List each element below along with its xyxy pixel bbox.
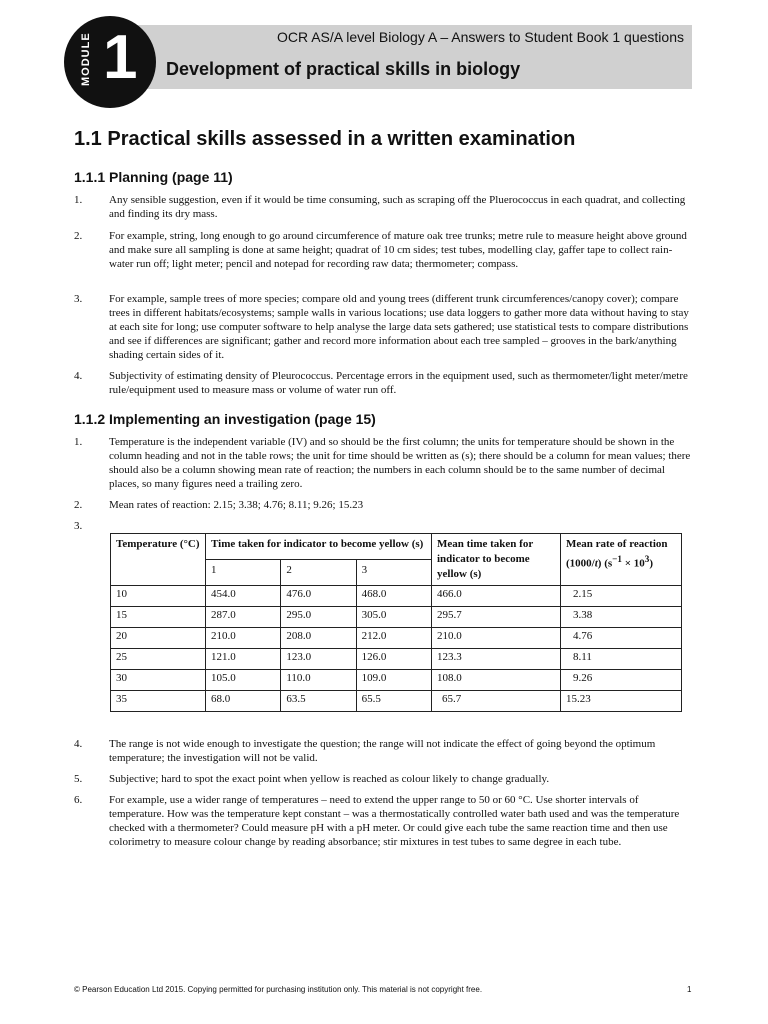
cell: 110.0 xyxy=(281,670,356,691)
cell: 30 xyxy=(111,670,206,691)
header-trial-1: 1 xyxy=(206,560,281,586)
cell: 63.5 xyxy=(281,691,356,712)
cell: 476.0 xyxy=(281,586,356,607)
table-row xyxy=(111,691,682,712)
cell: 123.3 xyxy=(432,649,561,670)
cell: 108.0 xyxy=(432,670,561,691)
data-table xyxy=(110,533,682,712)
cell: 8.11 xyxy=(561,649,682,670)
cell: 65.7 xyxy=(432,691,561,712)
cell: 4.76 xyxy=(561,628,682,649)
list-item xyxy=(74,369,694,397)
copyright-notice: © Pearson Education Ltd 2015. Copying permitted for purchasing institution only. This material is not copyright free. xyxy=(74,985,483,994)
cell: 305.0 xyxy=(356,607,431,628)
item-text: Any sensible suggestion, even if it would be time consuming, such as scraping off the Pluerococcus in each quadrat, and collecting and finding its dry mass. xyxy=(109,194,686,220)
list-item xyxy=(74,193,694,221)
header-mean-time: Mean time taken for indicator to become yellow (s) xyxy=(432,534,561,586)
cell: 287.0 xyxy=(206,607,281,628)
item-text: For example, use a wider range of temperatures – need to extend the upper range to 50 or 60 °C. Use shorter intervals of temperature. How was the temperature kept constant – was a thermostatically controlled water bath used and was the temperature checked with a thermometer? Could measure pH with a pH meter. Or could give each tube the same reaction time and then use colorimetry to measure colour change by reading absorbance; stir mixtures in test tubes to same degree in each tube. xyxy=(109,794,680,848)
header-trial-3: 3 xyxy=(356,560,431,586)
cell: 454.0 xyxy=(206,586,281,607)
list-item xyxy=(74,435,694,491)
cell: 468.0 xyxy=(356,586,431,607)
item-number: 2. xyxy=(74,499,83,511)
cell: 212.0 xyxy=(356,628,431,649)
item-text: The range is not wide enough to investigate the question; the range will not indicate the effect of going beyond the optimum temperature; the investigation will not be valid. xyxy=(109,738,656,764)
cell: 105.0 xyxy=(206,670,281,691)
table-row xyxy=(111,586,682,607)
item-number: 3. xyxy=(74,293,83,305)
cell: 2.15 xyxy=(561,586,682,607)
item-number: 5. xyxy=(74,773,83,785)
table-row xyxy=(111,607,682,628)
header-mean-rate: Mean rate of reaction (1000/t) $(s^{-1} \times 10^3)$ xyxy=(561,534,682,586)
cell: 126.0 xyxy=(356,649,431,670)
cell: 466.0 xyxy=(432,586,561,607)
item-text: Subjectivity of estimating density of Pleurococcus. Percentage errors in the equipment used, such as thermometer/light meter/metre rule/equipment used to measure mass or volume of water run off. xyxy=(109,370,688,396)
list-item xyxy=(74,793,694,849)
header-time-taken: Time taken for indicator to become yellow (s) xyxy=(206,534,432,560)
cell: 10 xyxy=(111,586,206,607)
planning-heading: 1.1.1 Planning (page 11) xyxy=(74,169,233,185)
list-item xyxy=(74,772,694,786)
cell: 210.0 xyxy=(432,628,561,649)
cell: 121.0 xyxy=(206,649,281,670)
cell: 20 xyxy=(111,628,206,649)
table-row xyxy=(111,670,682,691)
item-text: For example, sample trees of more species; compare old and young trees (different trunk circumferences/canopy cover); compare trees in different habitats/ecosystems; sample walls in various locations; use data loggers to gather more data without having to stay at each site for long; use computer software to help analyse the large data sets gathered; use statistical tests to compare distributions and see if differences are significant; gather and record more information about each tree sampled – grooves in the bark/anything shading certain sides of it. xyxy=(109,293,689,361)
header-temperature: Temperature (°C) xyxy=(111,534,206,586)
page-number: 1 xyxy=(687,985,692,994)
implementing-heading: 1.1.2 Implementing an investigation (page 15) xyxy=(74,411,376,427)
cell: 123.0 xyxy=(281,649,356,670)
header-trial-2: 2 xyxy=(281,560,356,586)
module-label: MODULE xyxy=(80,32,92,86)
cell: 65.5 xyxy=(356,691,431,712)
cell: 295.7 xyxy=(432,607,561,628)
cell: 15 xyxy=(111,607,206,628)
list-item xyxy=(74,737,694,765)
item-text: For example, string, long enough to go around circumference of mature oak tree trunks; metre rule to measure height above ground and make sure all sampling is done at same height; quadrat of 10 cm sides; test tubes, modelling clay, gaffer tape to collect rain-water run off; light meter; pencil and notepad for recording raw data; thermometer; compass. xyxy=(109,230,687,270)
module-number: 1 xyxy=(103,23,138,92)
header-banner xyxy=(112,25,692,89)
cell: 3.38 xyxy=(561,607,682,628)
item-number: 1. xyxy=(74,436,83,448)
cell: 15.23 xyxy=(561,691,682,712)
list-item xyxy=(74,498,694,512)
item-number: 1. xyxy=(74,194,83,206)
item-number: 2. xyxy=(74,230,83,242)
item-text: Subjective; hard to spot the exact point when yellow is reached as colour likely to change gradually. xyxy=(109,773,550,785)
item-number: 6. xyxy=(74,794,83,806)
cell: 109.0 xyxy=(356,670,431,691)
cell: 35 xyxy=(111,691,206,712)
cell: 208.0 xyxy=(281,628,356,649)
item-number: 4. xyxy=(74,370,83,382)
item-text: Mean rates of reaction: 2.15; 3.38; 4.76; 8.11; 9.26; 15.23 xyxy=(109,499,364,511)
cell: 9.26 xyxy=(561,670,682,691)
cell: 25 xyxy=(111,649,206,670)
cell: 210.0 xyxy=(206,628,281,649)
list-item xyxy=(74,292,694,362)
table-row xyxy=(111,628,682,649)
module-title: Development of practical skills in biology xyxy=(166,59,521,79)
section-title: 1.1 Practical skills assessed in a written examination xyxy=(74,128,576,150)
list-item xyxy=(74,229,694,271)
item-number: 3. xyxy=(74,520,83,532)
item-number: 4. xyxy=(74,738,83,750)
cell: 68.0 xyxy=(206,691,281,712)
cell: 295.0 xyxy=(281,607,356,628)
course-title: OCR AS/A level Biology A – Answers to Student Book 1 questions xyxy=(276,29,684,45)
table-row xyxy=(111,649,682,670)
item-text: Temperature is the independent variable (IV) and so should be the first column; the units for temperature should be shown in the column heading and not in the table rows; the unit for time should be written as (s); there should be a column for mean values; there should also be a column showing mean rate of reaction; the numbers in each column should be to the same number of decimal places, so many figures need a trailing zero. xyxy=(109,436,691,490)
